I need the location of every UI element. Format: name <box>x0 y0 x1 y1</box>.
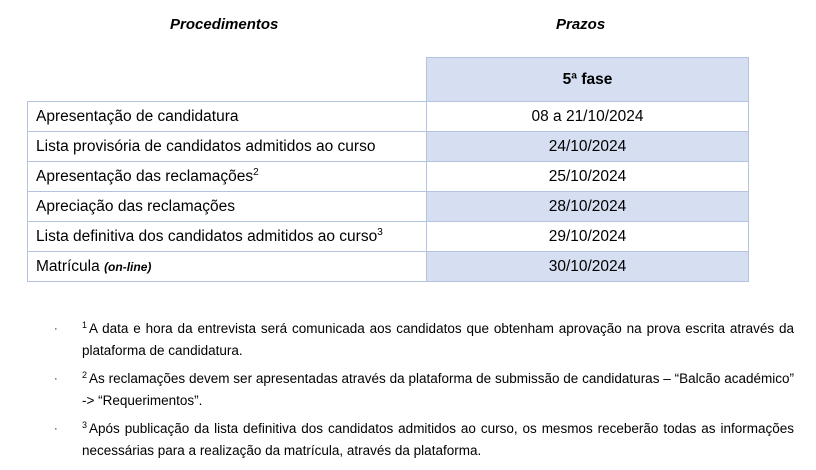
online-label: (on-line) <box>104 259 152 274</box>
bullet-icon: · <box>54 323 58 335</box>
date-cell: 28/10/2024 <box>427 192 749 222</box>
table-row <box>28 132 749 162</box>
date-cell: 25/10/2024 <box>427 162 749 192</box>
date-cell: 29/10/2024 <box>427 222 749 252</box>
procedures-header: Procedimentos <box>170 16 279 33</box>
footnote-number: 3 <box>82 419 88 430</box>
date-cell: 24/10/2024 <box>427 132 749 162</box>
table-row <box>28 222 749 252</box>
bullet-icon: · <box>54 373 58 385</box>
deadlines-header: Prazos <box>556 16 606 33</box>
procedure-cell: Matrícula (on-line) <box>28 252 427 282</box>
schedule-table <box>27 57 749 282</box>
footnote <box>54 418 794 462</box>
footnotes <box>54 318 794 468</box>
procedure-cell: Apreciação das reclamações <box>28 192 427 222</box>
phase-label: 5ª fase <box>427 58 749 102</box>
date-cell: 08 a 21/10/2024 <box>427 102 749 132</box>
footnote <box>54 368 794 412</box>
table-row <box>28 252 749 282</box>
procedure-cell: Apresentação de candidatura <box>28 102 427 132</box>
footnote-ref: 2 <box>253 166 259 178</box>
table-row <box>28 162 749 192</box>
procedure-cell: Lista definitiva dos candidatos admitidos ao curso$^3$ <box>28 222 427 252</box>
footnote-ref: 3 <box>377 226 383 238</box>
footnote-number: 1 <box>82 319 88 330</box>
footnote-text: Após publicação da lista definitiva dos candidatos admitidos ao curso, os mesmos receberão todas as informações necessárias para a realização da matrícula, através da plataforma. <box>82 421 794 458</box>
footnote-number: 2 <box>82 369 88 380</box>
table-row <box>28 192 749 222</box>
footnote-text: As reclamações devem ser apresentadas através da plataforma de submissão de candidaturas – “Balcão académico” -> “Requerimentos”. <box>82 371 794 408</box>
empty-cell <box>28 58 427 102</box>
phase-row <box>28 58 749 102</box>
footnote <box>54 318 794 362</box>
date-cell: 30/10/2024 <box>427 252 749 282</box>
procedure-cell: Apresentação das reclamações$^2$ <box>28 162 427 192</box>
bullet-icon: · <box>54 423 58 435</box>
procedure-cell: Lista provisória de candidatos admitidos ao curso <box>28 132 427 162</box>
table-row <box>28 102 749 132</box>
footnote-text: A data e hora da entrevista será comunicada aos candidatos que obtenham aprovação na prova escrita através da plataforma de candidatura. <box>82 321 794 358</box>
